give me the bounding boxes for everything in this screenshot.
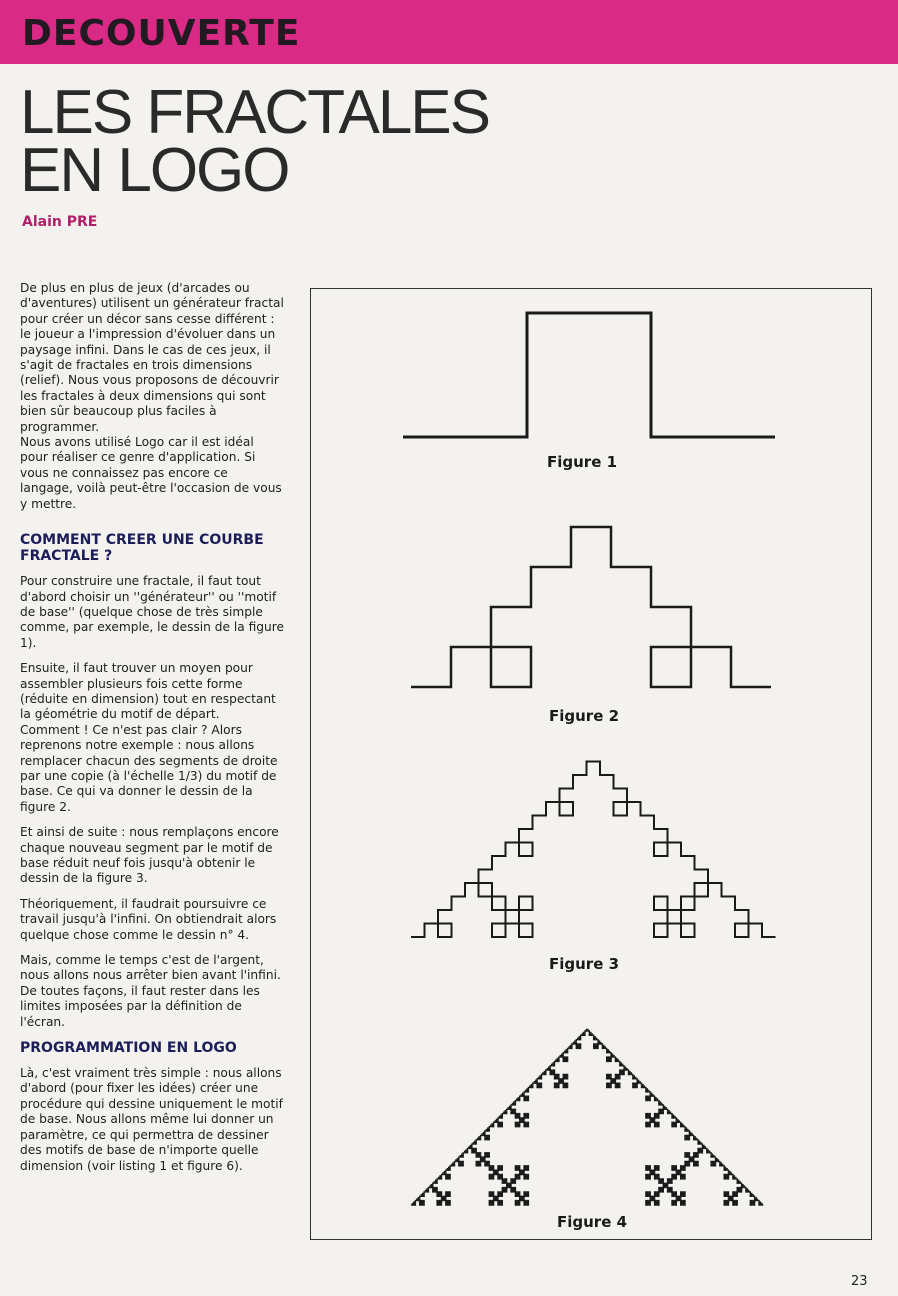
body-paragraph: Théoriquement, il faudrait poursuivre ce travail jusqu'à l'infini. On obtiendrait alors quelque chose comme le dessin n° 4. (20, 896, 277, 942)
author: Alain PRE (22, 214, 98, 230)
figure-1-curve (403, 313, 775, 437)
body-paragraph: Comment ! Ce n'est pas clair ? Alors reprenons notre exemple : nous allons remplacer chacun des segments de droite par une copie (à l'échelle 1/3) du motif de base. Ce qui va donner le dessin de la figure 2. (20, 722, 278, 814)
figure-4-curve (411, 1030, 763, 1206)
section-heading: COMMENT CREER UNE COURBE FRACTALE ? (20, 532, 264, 565)
figure-1-caption: Figure 1 (547, 453, 618, 471)
article-title (20, 78, 620, 205)
figure-3-curve (411, 762, 776, 938)
section-banner (0, 0, 898, 64)
intro-paragraph: De plus en plus de jeux (d'arcades ou d'aventures) utilisent un générateur fractal pour créer un décor sans cesse différent : le joueur a l'impression d'évoluer dans un paysage infini. Dans le cas de ces jeux, il s'agit de fractales en trois dimensions (relief). Nous vous proposons de découvrir les fractales à deux dimensions qui sont bien sûr beaucoup plus faciles à programmer. (20, 281, 284, 434)
fractal-figures (311, 289, 871, 1239)
body-paragraph: Là, c'est vraiment très simple : nous allons d'abord (pour fixer les idées) créer une procédure qui dessine uniquement le motif de base. Nous allons même lui donner un paramètre, ce qui permettra de dessiner des motifs de base de n'importe quelle dimension (voir listing 1 et figure 6). (20, 1066, 283, 1173)
article-column (20, 281, 284, 1184)
intro-paragraph: Nous avons utilisé Logo car il est idéal pour réaliser ce genre d'application. Si vous ne connaissez pas encore ce langage, voilà peut-être l'occasion de vous y mettre. (20, 435, 282, 511)
figure-panel (310, 288, 872, 1240)
figure-2-curve (411, 527, 771, 687)
body-paragraph: Et ainsi de suite : nous remplaçons encore chaque nouveau segment par le motif de base réduit neuf fois jusqu'à obtenir le dessin de la figure 3. (20, 825, 279, 886)
section-label: DECOUVERTE (22, 13, 301, 54)
body-paragraph: Pour construire une fractale, il faut tout d'abord choisir un ''générateur'' ou ''motif de base'' (quelque chose de très simple comme, par exemple, le dessin de la figure 1). (20, 574, 284, 650)
body-paragraph: Ensuite, il faut trouver un moyen pour assembler plusieurs fois cette forme (réduite en dimension) tout en respectant la géométrie du motif de départ. (20, 661, 276, 722)
figure-4-caption: Figure 4 (557, 1213, 628, 1231)
figure-3-caption: Figure 3 (549, 955, 620, 973)
figure-2-caption: Figure 2 (549, 707, 620, 725)
page-number: 23 (851, 1274, 868, 1289)
title-line-2: EN LOGO (20, 136, 289, 205)
section-heading: PROGRAMMATION EN LOGO (20, 1040, 237, 1057)
body-paragraph: Mais, comme le temps c'est de l'argent, nous allons nous arrêter bien avant l'infini. De toutes façons, il faut rester dans les limites imposées par la définition de l'écran. (20, 953, 281, 1029)
title-line-1: LES FRACTALES (20, 78, 490, 147)
